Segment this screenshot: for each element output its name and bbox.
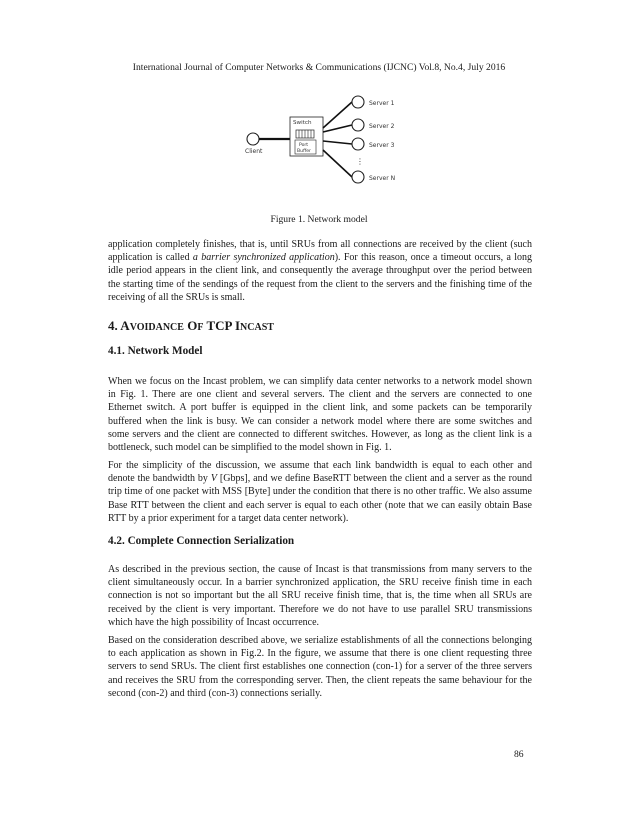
network-model-figure xyxy=(238,92,408,188)
port-buffer-icon xyxy=(296,130,314,138)
section-heading-4: 4. AVOIDANCE OF TCP INCAST xyxy=(108,318,274,333)
server-label-2: Server 2 xyxy=(369,123,395,130)
paragraph-network-model: When we focus on the Incast problem, we can simplify data center networks to a network model shown in Fig. 1. There are one client and several servers. The client and the servers are connected to one Ethernet switch. A port buffer is equipped in the client link, and some packets can be temporarily buffered when the link is busy. We can consider a network model where there are some switches and some servers and the client are connected to different switches. However, as long as the client link is a bottleneck, such model can be simplified to the model shown in Fig. 1. xyxy=(108,376,532,454)
server-link-2 xyxy=(323,125,352,132)
paragraph-barrier-sync: application completely finishes, that is, until SRUs from all connections are received by the client (such application is called a barrier synchronized application). For this reason, once a timeout occurs, a long idle period appears in the client link, and consequently the average throughput over the period between the starting time of the sendings of the request from the client to the servers and the finishing time of the receiving of all the SRUs is small. xyxy=(108,239,533,303)
paragraph-serialization: Based on the consideration described above, we serialize establishments of all the connections belonging to each application as shown in Fig.2. In the figure, we assume that there is one client requesting three servers to send SRUs. The client first establishes one connection (con-1) for a server of the three servers and receives the SRU from the corresponding server. Then, the client repeats the same behaviour for the second (con-2) and third (con-3) connections serially. xyxy=(108,635,532,699)
server-label-1: Server 1 xyxy=(369,100,395,107)
server-label-n: Server N xyxy=(369,175,396,182)
buffer-label: Buffer xyxy=(297,149,311,154)
server-link-3 xyxy=(323,141,352,144)
subsection-heading-4-1: 4.1. Network Model xyxy=(108,345,203,357)
client-label: Client xyxy=(245,148,263,155)
server-label-3: Server 3 xyxy=(369,142,395,149)
server-node-3 xyxy=(352,138,364,150)
paragraph-bandwidth: For the simplicity of the discussion, we assume that each link bandwidth is equal to each other and denote the bandwidth by V [Gbps], and we define BaseRTT between the client and a server as the round trip time of one packet with MSS [Byte] under the condition that there is no other traffic. We also assume Base RTT between the client and each server is equal to each other (note that we can easily obtain Base RTT by a prior experiment for a target data center network). xyxy=(108,460,533,524)
server-link-n xyxy=(323,150,352,177)
paragraph-incast-cause: As described in the previous section, the cause of Incast is that transmissions from many servers to the client simultaneously occur. In a barrier synchronized application, the SRU receive finish time in each connection is not so important but the all SRU receive finish time, that is, the time when all SRUs are received by the client is very important. Therefore we do not have to use parallel SRU transmissions which have the high possibility of Incast occurrence. xyxy=(108,564,532,628)
server-node-2 xyxy=(352,119,364,131)
ellipsis-icon: ⋮ xyxy=(356,157,364,166)
port-label: Port xyxy=(299,143,309,148)
page-number: 86 xyxy=(514,749,524,760)
client-node xyxy=(247,133,259,145)
journal-header: International Journal of Computer Networks & Communications (IJCNC) Vol.8, No.4, July 2016 xyxy=(132,62,506,73)
switch-label: Switch xyxy=(293,120,312,126)
server-link-1 xyxy=(323,102,352,128)
subsection-heading-4-2: 4.2. Complete Connection Serialization xyxy=(108,535,295,547)
figure-caption: Figure 1. Network model xyxy=(270,214,368,225)
server-node-1 xyxy=(352,96,364,108)
server-node-n xyxy=(352,171,364,183)
network-diagram xyxy=(238,92,408,188)
